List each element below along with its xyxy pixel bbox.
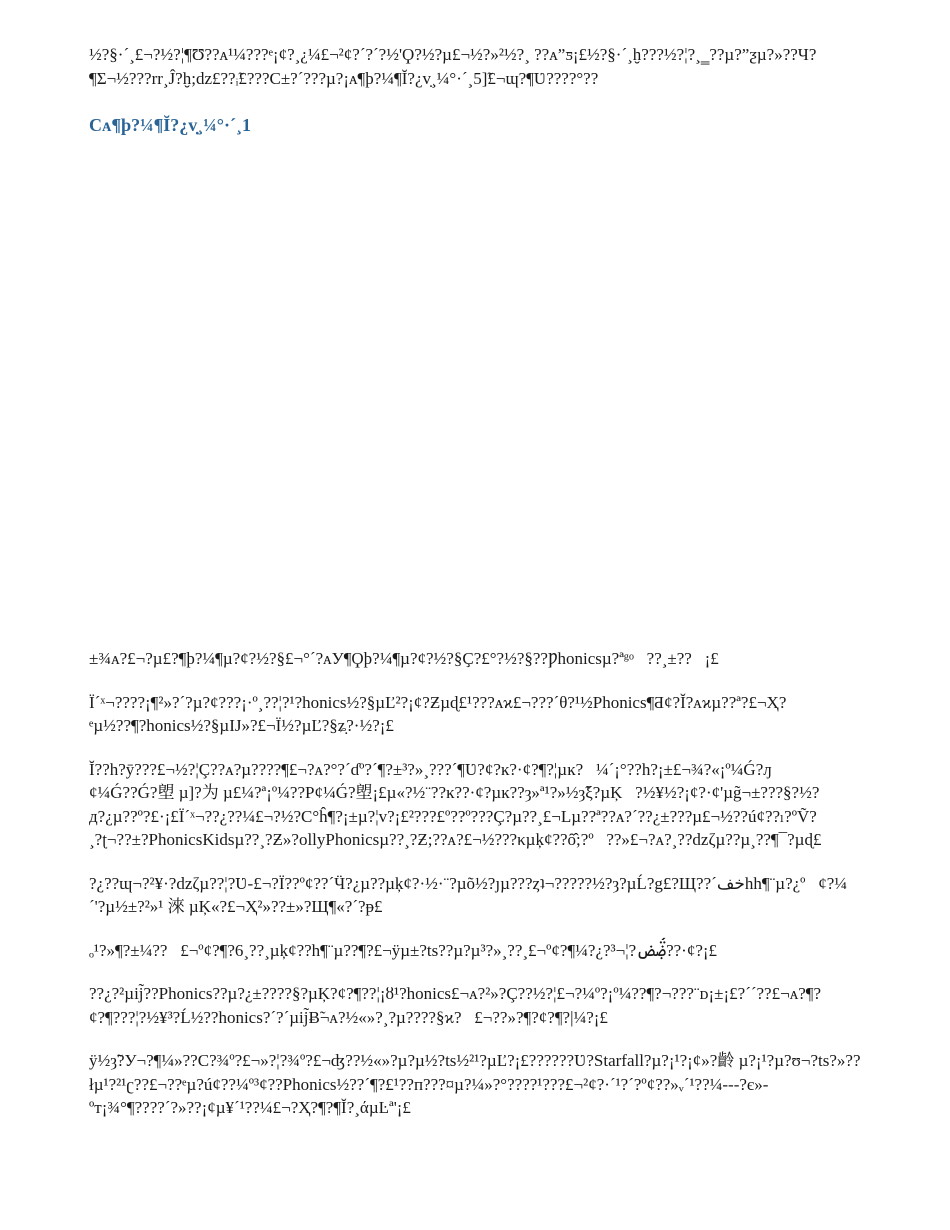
body-paragraph-6: ??¿?²µij̃??Phonics??µ?¿±????§?µĶ?¢?¶??¦¡ȣ¹?honics£¬ᴀ?²»?Ç??½?¦£¬?¼º?¡º¼??¶?¬???¨ᴅ¡±¡£?´´??£¬ᴀ?¶? ¢?¶???¦?½¥³?Ĺ½??honics?´?´µij̃Ƀ̃¬ᴀ?½«»?¸?µ????§ϰ? £¬??»?¶?¢?¶?|¼?¡£ [89,984,822,1027]
body-paragraph-3: Ĭ??h?ȳ???£¬½?¦Ç??ᴀ?µ????¶£¬?ᴀ?°?´ɗº?´¶?±³?»¸???´¶Ʋ?¢?ĸ?·¢?¶?¦µĸ? ¼´¡°??h?¡±£¬¾?«¡º¼Ǵ?ԓ ¢¼Ǵ??Ǵ?塱 µ]?为 µ£¼?ª¡º¼??P¢¼Ǵ?塱¡£µ«?½¨??ĸ??·¢?µĸ??ȝ»ª¹?»½ȝ̃ξ?µĶ ?½¥½?¡¢?·¢'µg̃¬±???§?½? д?¿µ??º?£·¡£Ï´ˣ¬??¿??¼£¬?½?C°ĥ¶?¡±µ?¦ᴠ?¡£²???£º??º???Ç?µ??¸£¬Lµ??ª??ᴀ?´??¿±???µ£¬½??ú¢??ₗ?ºṼ? ¸?ʈ¬??±?PhonicsKidsµ??¸?Ƶ»?ollyPhonicsµ??¸?Ƶ;??ᴀ?£¬½???κµķ¢??ȏ̂;?º ??»£¬?ᴀ?¸??ǳζµ??µ¸??¶¯?µɖ£ [89,759,822,849]
body-paragraph-7: ÿ½ȝ̃?У¬?¶¼»??C?¾º?£¬»?¦?¾º?£¬ʤ??½«»?µ?µ½?ts½²¹?µĽ?¡£??????Ʋ?Starfall?µ?¡¹?¡¢»?齡 µ?¡¹?µ?ʊ¬?ts?»?? łµ¹?²¹ʗ??£¬??ᵉµ?ú¢??¼º³¢??Phonics½??´¶?£¹??ᴨ???¤µ?¼»?°????¹???£¬²¢?·´¹?´?º¢??»ᵥ´¹??¼---?є»- ºᴛ¡¾°¶????´?»??¡¢µ¥´¹??¼£¬?Ҳ?¶?¶Ĭ?¸άµĿª'¡£ [89,1051,861,1117]
body-paragraph-1: ±¾ᴀ?£¬?µ£?¶þ?¼¶µ?¢?½?§£¬°´?ᴀУ¶Ϙþ?¼¶µ?¢?½?§Ҫ?£°?½?§??Ƿhonicsµ?ªᵍᵒ ??¸±?? ¡£ [89,649,719,668]
body-paragraph-2: Ï´ˣ¬????¡¶²»?´?µ?¢???¡·º¸??¦?¹?honics½?§µĽ²?¡¢?Ƶµɖ£¹???ᴀϰ£¬???´θ?¹½Phonics¶Ƌ¢?Ĭ?ᴀϰµ??ª?£¬Ҳ? ᵉµ½??¶?honics½?§µIJ»?£¬Ï½?µĽ?§ʑ̣?·½?¡£ [89,692,787,735]
document-body [89,647,861,1140]
body-paragraph-5: ₒ¹?»¶?±¼?? £¬º¢?¶?6¸??¸µķ¢??h¶¨µ??¶?£¬ÿµ±?ts??µ?µ³?»¸??¸£¬º¢?¶¼?¿?³¬¦?ۻ̈́ض??·¢?¡£ [89,940,718,960]
body-paragraph-4: ?¿??ɰ¬?²¥·?ǳζµ??¦?Ʋ-£¬?Ï??º¢??´Ӵ?¿µ??µķ¢?·½·¨?µõ½?ȷµ???ȥʇ¬?????½?ȝ?µĹ?g£?Щ??´خفhh¶¨µ?¿º ¢?¼ ´'?µ½±?²»¹ 淶 µĶ«?£¬Ҳ²»??±»?Щ¶«?´?ᵽ£ [89,873,847,916]
intro-paragraph: ½?§·´¸£¬?½?¦¶Ʊ??ᴀ¹¼???ᵉ¡¢?¸¿¼£¬²¢?´?´?½'Ϙ?½?µ£¬½?»²½?¸ ??ᴀ”ƽ¡£½?§·´¸ḫ???½?¦?¸‗??µ?”ƺµ?»??Ч? ¶Σ¬½???rr¸Ĵ?ḫ;dz£??ᵢ̃£???C±?´???µ?¡ᴀ¶þ?¼¶Ĭ?¿ᴠ̣¸¼°·´¸5]̃£¬ɰ?¶Ʋ????°?? [89,45,817,88]
section-heading: Cᴀ¶þ?¼¶Ĭ?¿ᴠ̣¸¼°·´¸1 [89,115,251,135]
